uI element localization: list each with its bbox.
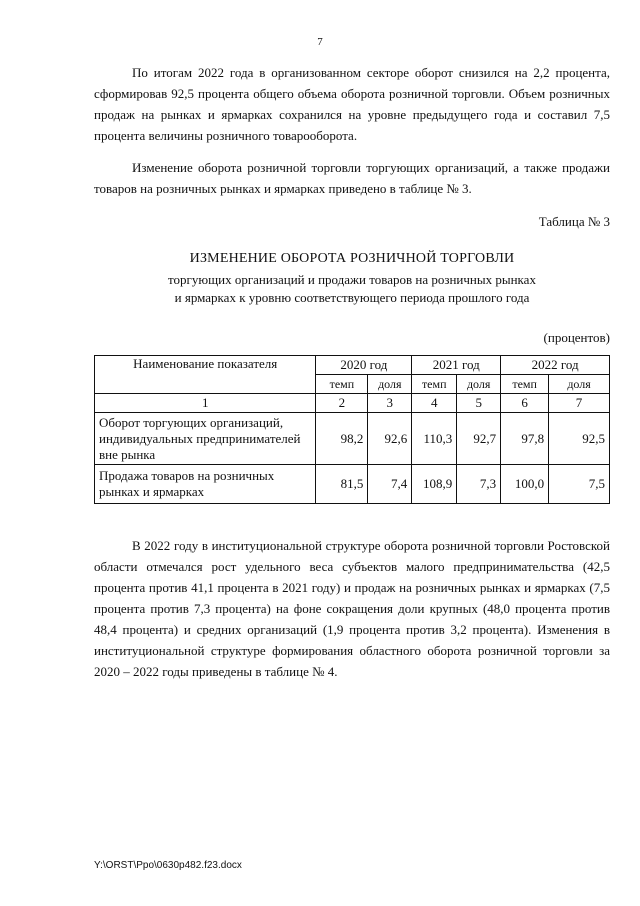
- row-label: Оборот торгующих организаций, индивидуальных предпринимателей вне рынка: [95, 413, 316, 465]
- table-cell: 110,3: [412, 413, 457, 465]
- table-cell: 92,7: [457, 413, 501, 465]
- header-year-2021: 2021 год: [412, 356, 501, 375]
- table-cell: 92,5: [549, 413, 610, 465]
- data-table: [94, 355, 610, 504]
- table-cell: 81,5: [316, 465, 368, 504]
- table-cell: 98,2: [316, 413, 368, 465]
- header-sub: доля: [549, 375, 610, 394]
- table-row: [95, 413, 610, 465]
- header-year-2022: 2022 год: [501, 356, 610, 375]
- header-sub: доля: [457, 375, 501, 394]
- column-number-row: [95, 394, 610, 413]
- table-cell: 7,5: [549, 465, 610, 504]
- table-subtitle-line-1: торгующих организаций и продажи товаров на розничных рынках: [168, 272, 536, 287]
- table-cell: 92,6: [368, 413, 412, 465]
- column-number: 3: [368, 394, 412, 413]
- row-label: Продажа товаров на розничных рынках и ярмарках: [95, 465, 316, 504]
- paragraph-3: В 2022 году в институциональной структуре оборота розничной торговли Ростовской области отмечался рост удельного веса субъектов малого предпринимательства (42,5 процента против 41,1 процента в 2021 году) и продаж на розничных рынках и ярмарках (7,5 процента против 7,3 процента) на фоне сокращения доли крупных (48,0 процента против 48,4 процента) и средних организаций (1,9 процента против 3,2 процента). Изменения в институциональной структуре формирования областного оборота розничной торговли за 2020 – 2022 годы приведены в таблице № 4.: [94, 538, 610, 679]
- header-sub: темп: [501, 375, 549, 394]
- table-row: [95, 465, 610, 504]
- table-subtitle-line-2: и ярмарках к уровню соответствующего периода прошлого года: [174, 290, 530, 305]
- table-cell: 7,4: [368, 465, 412, 504]
- file-path-footer: Y:\ORST\Ppo\0630p482.f23.docx: [94, 860, 242, 871]
- header-sub: темп: [316, 375, 368, 394]
- table-number-label: Таблица № 3: [538, 214, 610, 229]
- page-number: 7: [317, 36, 323, 48]
- column-number: 7: [549, 394, 610, 413]
- header-year-2020: 2020 год: [316, 356, 412, 375]
- paragraph-1: По итогам 2022 года в организованном секторе оборот снизился на 2,2 процента, сформировав 92,5 процента общего объема оборота розничной торговли. Объем розничных продаж на рынках и ярмарках сохранился на уровне предыдущего года и составил 7,5 процента величины розничного товарооборота.: [94, 65, 610, 143]
- column-number: 5: [457, 394, 501, 413]
- header-sub: темп: [412, 375, 457, 394]
- table-cell: 7,3: [457, 465, 501, 504]
- table-cell: 97,8: [501, 413, 549, 465]
- column-number: 1: [95, 394, 316, 413]
- header-indicator: Наименование показателя: [95, 356, 316, 394]
- table-header-row: [95, 356, 610, 375]
- header-sub: доля: [368, 375, 412, 394]
- column-number: 4: [412, 394, 457, 413]
- table-cell: 100,0: [501, 465, 549, 504]
- column-number: 2: [316, 394, 368, 413]
- paragraph-2: Изменение оборота розничной торговли торгующих организаций, а также продажи товаров на розничных рынках и ярмарках приведено в таблице № 3.: [94, 160, 610, 196]
- table-title: ИЗМЕНЕНИЕ ОБОРОТА РОЗНИЧНОЙ ТОРГОВЛИ: [189, 251, 515, 266]
- table-cell: 108,9: [412, 465, 457, 504]
- table-units: (процентов): [543, 330, 610, 345]
- column-number: 6: [501, 394, 549, 413]
